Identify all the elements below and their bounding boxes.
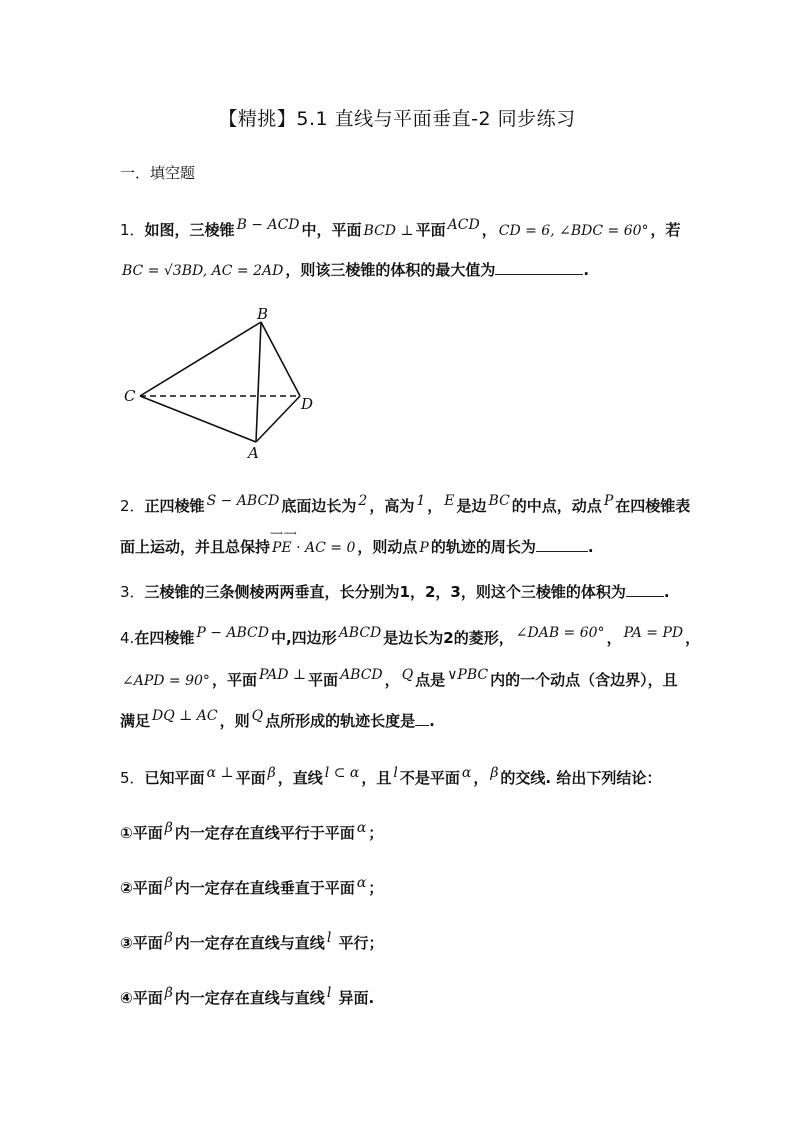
statement-4-end: 异面. <box>333 989 375 1007</box>
statement-2-end: ； <box>368 879 384 897</box>
q4-end: . <box>429 712 435 730</box>
statement-2-math-beta: β <box>164 875 173 891</box>
statement-3 <box>120 932 734 955</box>
q2-text-3: ，高为 <box>369 497 415 515</box>
statement-2-text: 内一定存在直线垂直于平面 <box>174 879 355 897</box>
q2-math-p: P <box>603 493 614 509</box>
statement-3-mark: ③平面 <box>120 934 163 952</box>
question-2-line-1 <box>120 495 734 518</box>
question-4-line-3 <box>120 710 734 733</box>
q1-math-relations: BC = √3BD, AC = 2AD <box>122 263 284 279</box>
q5-math-alpha-perp: α ⊥ <box>206 765 234 781</box>
q3-number: 3． <box>120 583 145 601</box>
q4-text-3: 是边长为2的菱形， <box>383 629 514 647</box>
q5-text-3: ，直线 <box>277 769 323 787</box>
q2-end: . <box>587 538 594 556</box>
q2-math-dot-product-text: PE · AC = 0 <box>272 540 356 556</box>
q2-text-9: ，则动点 <box>357 538 418 556</box>
q4-text-13: 点所形成的轨迹长度是 <box>265 712 416 730</box>
statement-1-math-alpha: α <box>356 820 367 836</box>
q5-text-1: 已知平面 <box>144 769 205 787</box>
q5-math-l: l <box>393 765 398 781</box>
question-1-line-2 <box>120 259 734 282</box>
q1-text-3: 平面 <box>415 221 446 239</box>
q1-math-plane-acd: ACD <box>447 217 480 233</box>
statement-3-math-l: l <box>326 930 332 946</box>
q4-math-plane-pad: PAD ⊥ <box>258 667 307 683</box>
q1-text-5: ，若 <box>650 221 681 239</box>
q4-math-pyramid: P − ABCD <box>196 625 269 641</box>
q1-text-2: 中，平面 <box>301 221 362 239</box>
q1-text-1: 如图，三棱锥 <box>144 221 235 239</box>
q2-number: 2． <box>120 497 145 515</box>
q1-math-plane-bcd: BCD ⊥ <box>363 223 414 239</box>
q4-text-6: ，平面 <box>211 671 257 689</box>
q4-math-triangle-pbc: ∨PBC <box>447 667 489 683</box>
q4-text-10: 内的一个动点（含边界），且 <box>490 671 678 689</box>
q4-text-7: 平面 <box>308 671 339 689</box>
statement-3-math-beta: β <box>164 930 173 946</box>
statement-4-text: 内一定存在直线与直线 <box>174 989 325 1007</box>
q5-math-alpha: α <box>461 765 472 781</box>
q2-text-4: ， <box>427 497 443 515</box>
q4-math-abcd: ABCD <box>338 625 382 641</box>
q2-text-8: 面上运动，并且总保持 <box>120 538 271 556</box>
question-2-line-2 <box>120 529 734 559</box>
q5-text-6: ， <box>473 769 489 787</box>
q4-math-dq-ac: DQ ⊥ AC <box>152 708 218 724</box>
statement-4 <box>120 987 734 1010</box>
vertex-label-d: D <box>301 395 314 413</box>
statement-3-text: 内一定存在直线与直线 <box>174 934 325 952</box>
page-title: 【精挑】5.1 直线与平面垂直-2 同步练习 <box>218 108 576 130</box>
q1-math-conditions: CD = 6, ∠BDC = 60° <box>498 223 649 239</box>
statement-2-mark: ②平面 <box>120 879 163 897</box>
q4-math-plane-abcd: ABCD <box>340 667 383 683</box>
q4-answer-blank <box>415 711 429 726</box>
q2-math-dot-product <box>270 529 357 559</box>
q4-text-1: 在四棱锥 <box>134 629 195 647</box>
q4-math-pa-pd: PA = PD <box>623 625 684 641</box>
question-4-line-2 <box>120 669 734 692</box>
q5-text-5: 不是平面 <box>399 769 460 787</box>
statement-4-math-beta: β <box>164 985 173 1001</box>
q5-number: 5． <box>120 769 145 787</box>
q3-end: . <box>663 583 670 601</box>
vertex-label-a: A <box>248 444 259 462</box>
question-5 <box>120 767 734 790</box>
q2-text-7: 在四棱锥表 <box>615 497 691 515</box>
edge-ad <box>256 396 300 442</box>
q2-math-e: E <box>444 493 455 509</box>
q5-math-beta2: β <box>490 765 499 781</box>
q2-text-10: 的轨迹的周长为 <box>430 538 536 556</box>
q2-math-bc: BC <box>488 493 510 509</box>
vertex-label-b: B <box>257 305 269 323</box>
vertex-label-c: C <box>124 387 136 405</box>
pyramid-figure <box>120 305 320 465</box>
q4-math-angle-apd: ∠APD = 90° <box>122 673 210 689</box>
question-1-line-1 <box>120 219 734 242</box>
q2-text-2: 底面边长为 <box>281 497 357 515</box>
q2-text-5: 是边 <box>456 497 487 515</box>
q1-text-4: ， <box>481 221 497 239</box>
q4-math-q: Q <box>401 667 414 683</box>
q5-text-2: 平面 <box>235 769 266 787</box>
statement-1 <box>120 822 734 845</box>
q2-math-side: 2 <box>358 493 368 509</box>
q2-text-6: 的中点，动点 <box>511 497 602 515</box>
q1-math-pyramid: B − ACD <box>236 217 300 233</box>
q1-number: 1． <box>120 221 145 239</box>
q4-text-5: ， <box>685 629 701 647</box>
edge-bd <box>261 322 300 396</box>
q2-math-p2: P <box>419 540 429 556</box>
statement-1-math-beta: β <box>164 820 173 836</box>
q5-text-7: 的交线. 给出下列结论： <box>500 769 662 787</box>
statement-1-mark: ①平面 <box>120 824 163 842</box>
q1-text-6: ，则该三棱锥的体积的最大值为 <box>285 261 496 279</box>
statement-4-math-l: l <box>326 985 332 1001</box>
q5-math-l-subset: l ⊂ α <box>324 765 360 781</box>
edge-cb <box>140 322 261 396</box>
q4-text-4: ， <box>606 629 622 647</box>
section-heading: 一．填空题 <box>120 164 196 182</box>
statement-4-mark: ④平面 <box>120 989 163 1007</box>
q4-text-2: 中,四边形 <box>270 629 337 647</box>
q1-end: . <box>583 261 590 279</box>
edge-ca <box>140 396 256 442</box>
q2-answer-blank <box>536 537 588 552</box>
q2-math-pyramid: S − ABCD <box>206 493 280 509</box>
statement-1-end: ； <box>368 824 384 842</box>
statement-3-end: 平行； <box>333 934 384 952</box>
statement-2 <box>120 877 734 900</box>
q4-math-q2: Q <box>251 708 264 724</box>
statement-2-math-alpha: α <box>356 875 367 891</box>
q4-text-8: ， <box>384 671 400 689</box>
q4-number: 4. <box>120 629 135 647</box>
question-4-line-1 <box>120 627 734 650</box>
q4-text-11: 满足 <box>120 712 151 730</box>
q5-text-4: ，且 <box>361 769 392 787</box>
q3-answer-blank <box>626 582 664 597</box>
q4-text-12: ，则 <box>219 712 250 730</box>
q4-math-angle-dab: ∠DAB = 60° <box>515 625 605 641</box>
edge-ba <box>256 322 261 442</box>
q2-math-height: 1 <box>416 493 426 509</box>
q2-text-1: 正四棱锥 <box>144 497 205 515</box>
q4-text-9: 点是 <box>415 671 446 689</box>
question-3 <box>120 581 734 603</box>
q1-answer-blank <box>495 260 583 275</box>
vector-arrow-icon: ⟶ ⟶ <box>270 529 296 539</box>
q5-math-beta: β <box>267 765 276 781</box>
statement-1-text: 内一定存在直线平行于平面 <box>174 824 355 842</box>
q3-text: 三棱锥的三条侧棱两两垂直，长分别为1，2，3，则这个三棱锥的体积为 <box>144 583 626 601</box>
